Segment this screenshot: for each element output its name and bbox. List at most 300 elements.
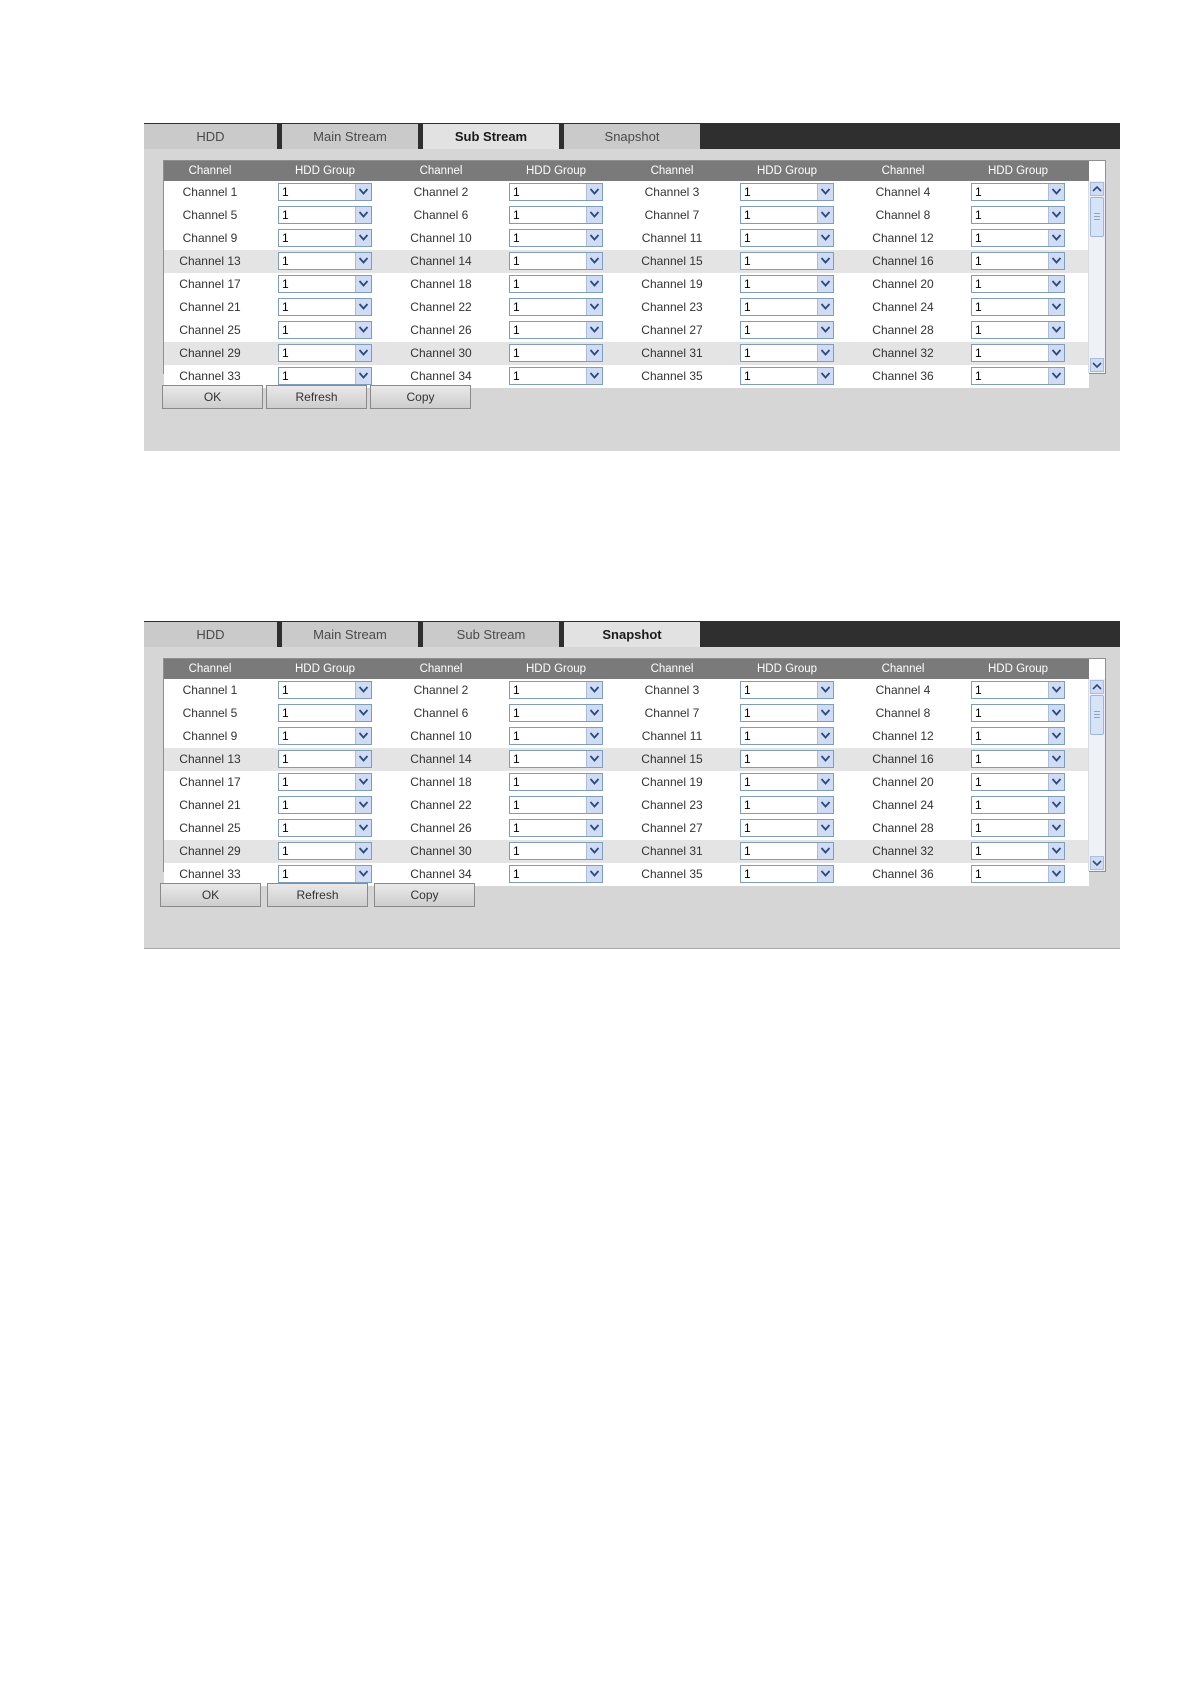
dropdown-button[interactable] xyxy=(1048,728,1064,744)
hdd-group-value: 1 xyxy=(513,185,520,199)
hdd-group-select[interactable] xyxy=(740,229,834,247)
hdd-group-value: 1 xyxy=(975,844,982,858)
channel-label: Channel 4 xyxy=(875,185,931,199)
hdd-group-select[interactable] xyxy=(278,229,372,247)
dropdown-button[interactable] xyxy=(586,751,602,767)
chevron-down-icon xyxy=(359,732,368,739)
hdd-group-select[interactable] xyxy=(971,298,1065,316)
chevron-down-icon xyxy=(1052,188,1061,195)
chevron-down-icon xyxy=(821,349,830,356)
hdd-group-value: 1 xyxy=(513,729,520,743)
dropdown-button[interactable] xyxy=(355,820,371,836)
hdd-group-select[interactable] xyxy=(278,727,372,745)
hdd-group-select[interactable] xyxy=(971,865,1065,883)
channel-label: Channel 1 xyxy=(182,185,238,199)
hdd-group-select[interactable] xyxy=(509,681,603,699)
hdd-group-select[interactable] xyxy=(278,183,372,201)
dropdown-button[interactable] xyxy=(1048,368,1064,384)
channel-label: Channel 20 xyxy=(872,277,934,291)
channel-label: Channel 1 xyxy=(182,683,238,697)
chevron-down-icon xyxy=(821,709,830,716)
dropdown-button[interactable] xyxy=(1048,866,1064,882)
table-row xyxy=(164,227,1089,250)
hdd-group-select[interactable] xyxy=(971,796,1065,814)
hdd-group-select[interactable] xyxy=(971,252,1065,270)
dropdown-button[interactable] xyxy=(355,345,371,361)
dropdown-button[interactable] xyxy=(1048,797,1064,813)
channel-label: Channel 32 xyxy=(872,844,934,858)
hdd-group-select[interactable] xyxy=(740,842,834,860)
tab-hdd[interactable]: HDD xyxy=(144,622,277,647)
chevron-down-icon xyxy=(821,234,830,241)
hdd-group-value: 1 xyxy=(744,752,751,766)
hdd-group-select[interactable] xyxy=(509,796,603,814)
hdd-group-select[interactable] xyxy=(740,252,834,270)
hdd-group-value: 1 xyxy=(282,729,289,743)
channel-label: Channel 27 xyxy=(641,821,703,835)
chevron-down-icon xyxy=(359,211,368,218)
hdd-group-value: 1 xyxy=(744,821,751,835)
hdd-group-value: 1 xyxy=(744,844,751,858)
vertical-scrollbar[interactable] xyxy=(1088,181,1105,373)
hdd-group-select[interactable] xyxy=(740,865,834,883)
hdd-group-value: 1 xyxy=(975,323,982,337)
dropdown-button[interactable] xyxy=(586,253,602,269)
hdd-group-value: 1 xyxy=(975,729,982,743)
storage-panel-snapshot xyxy=(144,621,1120,949)
dropdown-button[interactable] xyxy=(1048,276,1064,292)
dropdown-button[interactable] xyxy=(817,751,833,767)
dropdown-button[interactable] xyxy=(586,843,602,859)
chevron-down-icon xyxy=(359,234,368,241)
hdd-group-select[interactable] xyxy=(278,321,372,339)
hdd-group-select[interactable] xyxy=(740,367,834,385)
dropdown-button[interactable] xyxy=(355,276,371,292)
chevron-down-icon xyxy=(821,732,830,739)
dropdown-button[interactable] xyxy=(817,866,833,882)
table-row xyxy=(164,273,1089,296)
dropdown-button[interactable] xyxy=(586,230,602,246)
channel-label: Channel 6 xyxy=(413,208,469,222)
hdd-group-value: 1 xyxy=(282,706,289,720)
dropdown-button[interactable] xyxy=(1048,820,1064,836)
hdd-group-select[interactable] xyxy=(509,367,603,385)
table-row xyxy=(164,679,1089,702)
hdd-group-select[interactable] xyxy=(971,842,1065,860)
channel-label: Channel 12 xyxy=(872,231,934,245)
arrow-up-icon xyxy=(1093,186,1101,192)
chevron-down-icon xyxy=(590,372,599,379)
hdd-group-value: 1 xyxy=(744,867,751,881)
refresh-button[interactable]: Refresh xyxy=(266,385,367,409)
hdd-group-select[interactable] xyxy=(509,206,603,224)
hdd-group-select[interactable] xyxy=(971,206,1065,224)
channel-label: Channel 3 xyxy=(644,683,700,697)
channel-label: Channel 15 xyxy=(641,752,703,766)
dropdown-button[interactable] xyxy=(586,299,602,315)
hdd-group-select[interactable] xyxy=(509,842,603,860)
hdd-group-value: 1 xyxy=(975,231,982,245)
dropdown-button[interactable] xyxy=(355,797,371,813)
channel-label: Channel 31 xyxy=(641,844,703,858)
hdd-group-table xyxy=(163,160,1106,383)
chevron-down-icon xyxy=(590,303,599,310)
hdd-group-select[interactable] xyxy=(509,252,603,270)
hdd-group-value: 1 xyxy=(975,254,982,268)
hdd-group-value: 1 xyxy=(975,208,982,222)
arrow-down-icon xyxy=(1093,362,1101,368)
chevron-down-icon xyxy=(590,188,599,195)
dropdown-button[interactable] xyxy=(817,843,833,859)
tab-snapshot[interactable]: Snapshot xyxy=(564,622,700,647)
hdd-group-value: 1 xyxy=(975,683,982,697)
dropdown-button[interactable] xyxy=(355,253,371,269)
dropdown-button[interactable] xyxy=(1048,207,1064,223)
tab-sub-stream[interactable]: Sub Stream xyxy=(423,622,559,647)
hdd-group-select[interactable] xyxy=(509,727,603,745)
dropdown-button[interactable] xyxy=(1048,253,1064,269)
hdd-group-select[interactable] xyxy=(278,275,372,293)
hdd-group-value: 1 xyxy=(282,683,289,697)
hdd-group-select[interactable] xyxy=(509,773,603,791)
channel-label: Channel 24 xyxy=(872,798,934,812)
dropdown-button[interactable] xyxy=(586,774,602,790)
chevron-down-icon xyxy=(359,188,368,195)
chevron-down-icon xyxy=(359,870,368,877)
channel-label: Channel 34 xyxy=(410,867,472,881)
hdd-group-select[interactable] xyxy=(971,704,1065,722)
dropdown-button[interactable] xyxy=(586,368,602,384)
channel-label: Channel 35 xyxy=(641,867,703,881)
channel-label: Channel 20 xyxy=(872,775,934,789)
dropdown-button[interactable] xyxy=(586,728,602,744)
copy-button[interactable]: Copy xyxy=(374,883,475,907)
hdd-group-value: 1 xyxy=(744,798,751,812)
channel-label: Channel 14 xyxy=(410,254,472,268)
table-row xyxy=(164,817,1089,840)
hdd-group-select[interactable] xyxy=(278,344,372,362)
hdd-group-select[interactable] xyxy=(971,183,1065,201)
dropdown-button[interactable] xyxy=(355,299,371,315)
tab-bar xyxy=(144,621,1120,647)
chevron-down-icon xyxy=(821,257,830,264)
hdd-group-select[interactable] xyxy=(740,206,834,224)
hdd-group-value: 1 xyxy=(513,683,520,697)
hdd-group-value: 1 xyxy=(282,844,289,858)
chevron-down-icon xyxy=(1052,709,1061,716)
hdd-group-value: 1 xyxy=(282,369,289,383)
channel-label: Channel 31 xyxy=(641,346,703,360)
channel-label: Channel 33 xyxy=(179,369,241,383)
chevron-down-icon xyxy=(1052,732,1061,739)
channel-label: Channel 32 xyxy=(872,346,934,360)
dropdown-button[interactable] xyxy=(817,207,833,223)
hdd-group-select[interactable] xyxy=(278,842,372,860)
hdd-group-value: 1 xyxy=(282,346,289,360)
dropdown-button[interactable] xyxy=(1048,184,1064,200)
storage-panel-sub-stream xyxy=(144,123,1120,451)
hdd-group-select[interactable] xyxy=(971,750,1065,768)
hdd-group-value: 1 xyxy=(282,798,289,812)
hdd-group-select[interactable] xyxy=(971,275,1065,293)
hdd-group-value: 1 xyxy=(975,752,982,766)
chevron-down-icon xyxy=(359,709,368,716)
channel-label: Channel 19 xyxy=(641,775,703,789)
dropdown-button[interactable] xyxy=(1048,230,1064,246)
dropdown-button[interactable] xyxy=(355,728,371,744)
hdd-group-value: 1 xyxy=(744,729,751,743)
dropdown-button[interactable] xyxy=(586,207,602,223)
chevron-down-icon xyxy=(590,847,599,854)
hdd-group-select[interactable] xyxy=(278,865,372,883)
channel-label: Channel 26 xyxy=(410,323,472,337)
hdd-group-select[interactable] xyxy=(971,681,1065,699)
dropdown-button[interactable] xyxy=(586,797,602,813)
dropdown-button[interactable] xyxy=(817,184,833,200)
hdd-group-value: 1 xyxy=(282,254,289,268)
dropdown-button[interactable] xyxy=(355,866,371,882)
dropdown-button[interactable] xyxy=(355,774,371,790)
chevron-down-icon xyxy=(590,801,599,808)
hdd-group-select[interactable] xyxy=(509,275,603,293)
hdd-group-select[interactable] xyxy=(740,681,834,699)
dropdown-button[interactable] xyxy=(1048,299,1064,315)
chevron-down-icon xyxy=(1052,303,1061,310)
dropdown-button[interactable] xyxy=(586,866,602,882)
chevron-down-icon xyxy=(359,257,368,264)
tab-hdd[interactable]: HDD xyxy=(144,124,277,149)
channel-label: Channel 21 xyxy=(179,798,241,812)
hdd-group-value: 1 xyxy=(513,323,520,337)
hdd-group-select[interactable] xyxy=(278,750,372,768)
channel-label: Channel 13 xyxy=(179,254,241,268)
channel-label: Channel 35 xyxy=(641,369,703,383)
header-hdd-group: HDD Group xyxy=(525,165,587,177)
hdd-group-value: 1 xyxy=(744,185,751,199)
hdd-group-value: 1 xyxy=(282,775,289,789)
chevron-down-icon xyxy=(590,732,599,739)
copy-button[interactable]: Copy xyxy=(370,385,471,409)
channel-label: Channel 22 xyxy=(410,798,472,812)
chevron-down-icon xyxy=(359,847,368,854)
dropdown-button[interactable] xyxy=(355,368,371,384)
hdd-group-value: 1 xyxy=(975,798,982,812)
hdd-group-select[interactable] xyxy=(740,298,834,316)
channel-label: Channel 25 xyxy=(179,821,241,835)
channel-label: Channel 21 xyxy=(179,300,241,314)
hdd-group-select[interactable] xyxy=(278,252,372,270)
tab-main-stream[interactable]: Main Stream xyxy=(282,622,418,647)
dropdown-button[interactable] xyxy=(355,184,371,200)
tab-sub-stream[interactable]: Sub Stream xyxy=(423,124,559,149)
hdd-group-select[interactable] xyxy=(278,298,372,316)
dropdown-button[interactable] xyxy=(817,276,833,292)
chevron-down-icon xyxy=(821,303,830,310)
hdd-group-select[interactable] xyxy=(971,344,1065,362)
hdd-group-value: 1 xyxy=(744,706,751,720)
hdd-group-select[interactable] xyxy=(509,704,603,722)
scroll-down-button[interactable] xyxy=(1090,856,1104,870)
table-header xyxy=(164,659,1089,679)
channel-label: Channel 33 xyxy=(179,867,241,881)
dropdown-button[interactable] xyxy=(586,276,602,292)
dropdown-button[interactable] xyxy=(817,368,833,384)
hdd-group-value: 1 xyxy=(975,821,982,835)
arrow-up-icon xyxy=(1093,684,1101,690)
tab-snapshot[interactable]: Snapshot xyxy=(564,124,700,149)
hdd-group-select[interactable] xyxy=(278,704,372,722)
hdd-group-select[interactable] xyxy=(740,704,834,722)
ok-button[interactable]: OK xyxy=(160,883,261,907)
dropdown-button[interactable] xyxy=(817,774,833,790)
chevron-down-icon xyxy=(821,870,830,877)
dropdown-button[interactable] xyxy=(817,322,833,338)
hdd-group-select[interactable] xyxy=(509,321,603,339)
hdd-group-value: 1 xyxy=(282,231,289,245)
table-row xyxy=(164,748,1089,771)
hdd-group-select[interactable] xyxy=(278,819,372,837)
hdd-group-select[interactable] xyxy=(971,229,1065,247)
scroll-up-button[interactable] xyxy=(1090,680,1104,694)
dropdown-button[interactable] xyxy=(355,322,371,338)
hdd-group-select[interactable] xyxy=(740,796,834,814)
chevron-down-icon xyxy=(590,870,599,877)
dropdown-button[interactable] xyxy=(355,843,371,859)
chevron-down-icon xyxy=(1052,257,1061,264)
dropdown-button[interactable] xyxy=(1048,843,1064,859)
hdd-group-select[interactable] xyxy=(740,183,834,201)
channel-label: Channel 22 xyxy=(410,300,472,314)
dropdown-button[interactable] xyxy=(355,207,371,223)
dropdown-button[interactable] xyxy=(817,728,833,744)
chevron-down-icon xyxy=(821,801,830,808)
scroll-down-button[interactable] xyxy=(1090,358,1104,372)
hdd-group-value: 1 xyxy=(744,775,751,789)
dropdown-button[interactable] xyxy=(355,705,371,721)
dropdown-button[interactable] xyxy=(586,345,602,361)
hdd-group-value: 1 xyxy=(282,821,289,835)
dropdown-button[interactable] xyxy=(1048,322,1064,338)
scroll-thumb[interactable] xyxy=(1090,197,1104,237)
hdd-group-value: 1 xyxy=(282,277,289,291)
hdd-group-value: 1 xyxy=(744,323,751,337)
hdd-group-select[interactable] xyxy=(509,750,603,768)
dropdown-button[interactable] xyxy=(817,253,833,269)
dropdown-button[interactable] xyxy=(355,751,371,767)
table-row xyxy=(164,840,1089,863)
chevron-down-icon xyxy=(590,686,599,693)
hdd-group-select[interactable] xyxy=(740,819,834,837)
hdd-group-select[interactable] xyxy=(509,819,603,837)
hdd-group-select[interactable] xyxy=(509,865,603,883)
hdd-group-select[interactable] xyxy=(509,229,603,247)
header-hdd-group: HDD Group xyxy=(294,663,356,675)
hdd-group-select[interactable] xyxy=(278,206,372,224)
hdd-group-select[interactable] xyxy=(509,344,603,362)
dropdown-button[interactable] xyxy=(586,705,602,721)
arrow-down-icon xyxy=(1093,860,1101,866)
hdd-group-select[interactable] xyxy=(278,796,372,814)
dropdown-button[interactable] xyxy=(817,820,833,836)
scroll-thumb[interactable] xyxy=(1090,695,1104,735)
hdd-group-select[interactable] xyxy=(740,344,834,362)
hdd-group-select[interactable] xyxy=(971,367,1065,385)
channel-label: Channel 16 xyxy=(872,752,934,766)
chevron-down-icon xyxy=(821,211,830,218)
hdd-group-select[interactable] xyxy=(278,773,372,791)
dropdown-button[interactable] xyxy=(1048,751,1064,767)
hdd-group-select[interactable] xyxy=(509,298,603,316)
dropdown-button[interactable] xyxy=(1048,345,1064,361)
dropdown-button[interactable] xyxy=(817,299,833,315)
chevron-down-icon xyxy=(1052,801,1061,808)
dropdown-button[interactable] xyxy=(817,230,833,246)
dropdown-button[interactable] xyxy=(586,820,602,836)
hdd-group-value: 1 xyxy=(975,706,982,720)
dropdown-button[interactable] xyxy=(1048,682,1064,698)
channel-label: Channel 24 xyxy=(872,300,934,314)
dropdown-button[interactable] xyxy=(817,682,833,698)
dropdown-button[interactable] xyxy=(817,705,833,721)
hdd-group-value: 1 xyxy=(513,798,520,812)
hdd-group-value: 1 xyxy=(282,752,289,766)
refresh-button[interactable]: Refresh xyxy=(267,883,368,907)
dropdown-button[interactable] xyxy=(586,322,602,338)
channel-label: Channel 2 xyxy=(413,185,469,199)
table-row xyxy=(164,702,1089,725)
chevron-down-icon xyxy=(590,280,599,287)
hdd-group-select[interactable] xyxy=(971,321,1065,339)
hdd-group-select[interactable] xyxy=(740,750,834,768)
channel-label: Channel 15 xyxy=(641,254,703,268)
ok-button[interactable]: OK xyxy=(162,385,263,409)
dropdown-button[interactable] xyxy=(817,345,833,361)
table-row xyxy=(164,794,1089,817)
hdd-group-select[interactable] xyxy=(740,275,834,293)
hdd-group-select[interactable] xyxy=(740,321,834,339)
header-channel: Channel xyxy=(419,663,463,675)
dropdown-button[interactable] xyxy=(1048,774,1064,790)
dropdown-button[interactable] xyxy=(355,230,371,246)
hdd-group-select[interactable] xyxy=(740,773,834,791)
hdd-group-select[interactable] xyxy=(740,727,834,745)
hdd-group-select[interactable] xyxy=(971,727,1065,745)
channel-label: Channel 9 xyxy=(182,231,238,245)
header-channel: Channel xyxy=(881,165,925,177)
hdd-group-select[interactable] xyxy=(971,773,1065,791)
dropdown-button[interactable] xyxy=(586,682,602,698)
hdd-group-select[interactable] xyxy=(971,819,1065,837)
scroll-up-button[interactable] xyxy=(1090,182,1104,196)
tab-main-stream[interactable]: Main Stream xyxy=(282,124,418,149)
chevron-down-icon xyxy=(359,755,368,762)
hdd-group-select[interactable] xyxy=(278,367,372,385)
chevron-down-icon xyxy=(1052,824,1061,831)
dropdown-button[interactable] xyxy=(817,797,833,813)
hdd-group-select[interactable] xyxy=(509,183,603,201)
hdd-group-select[interactable] xyxy=(278,681,372,699)
hdd-group-value: 1 xyxy=(513,706,520,720)
hdd-group-value: 1 xyxy=(513,844,520,858)
dropdown-button[interactable] xyxy=(355,682,371,698)
channel-label: Channel 36 xyxy=(872,369,934,383)
chevron-down-icon xyxy=(359,326,368,333)
vertical-scrollbar[interactable] xyxy=(1088,679,1105,871)
dropdown-button[interactable] xyxy=(586,184,602,200)
header-channel: Channel xyxy=(419,165,463,177)
table-row xyxy=(164,250,1089,273)
dropdown-button[interactable] xyxy=(1048,705,1064,721)
